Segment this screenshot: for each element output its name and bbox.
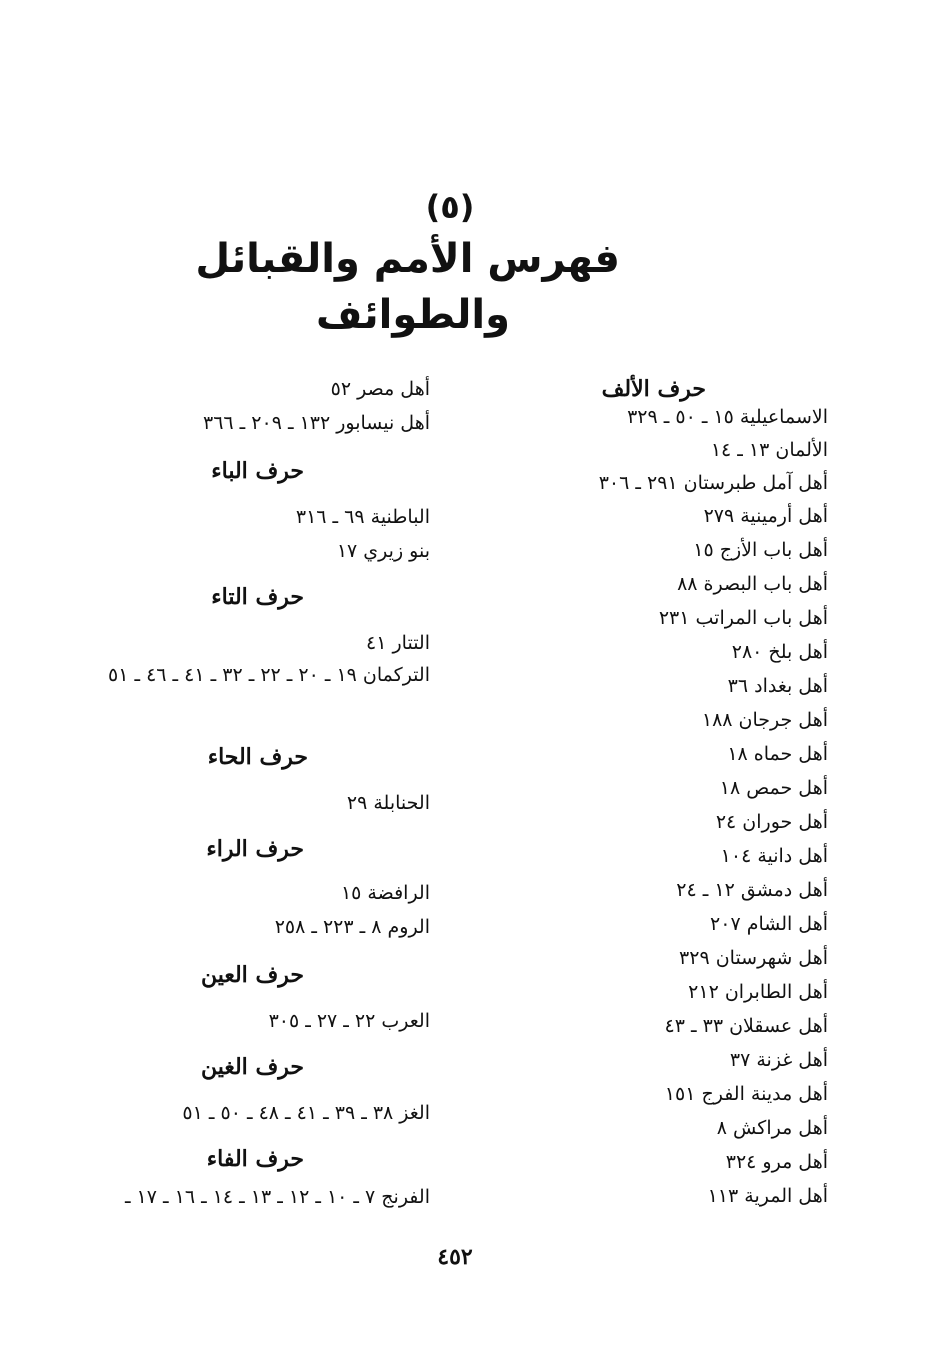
index-entry: أهل حوران ٢٤ <box>715 811 828 833</box>
index-entry: أهل عسقلان ٣٣ ـ ٤٣ <box>664 1015 828 1037</box>
index-entry: الروم ٨ ـ ٢٢٣ ـ ٢٥٨ <box>274 916 430 938</box>
letter-heading-ba: حرف الباء <box>211 458 304 484</box>
index-entry: الرافضة ١٥ <box>340 882 430 904</box>
letter-heading-ha: حرف الحاء <box>207 744 308 770</box>
index-entry: الفرنج ٧ ـ ١٠ ـ ١٢ ـ ١٣ ـ ١٤ ـ ١٦ ـ ١٧ ـ <box>124 1186 430 1208</box>
index-entry: أهل أرمينية ٢٧٩ <box>703 505 828 527</box>
page-number: ٤٥٢ <box>437 1244 473 1270</box>
index-entry: أهل بغداد ٣٦ <box>727 675 828 697</box>
index-entry: أهل باب البصرة ٨٨ <box>677 573 828 595</box>
index-entry: أهل المرية ١١٣ <box>707 1185 828 1207</box>
index-entry: أهل بلخ ٢٨٠ <box>731 641 828 663</box>
index-entry: بنو زيري ١٧ <box>336 540 430 562</box>
index-entry: العرب ٢٢ ـ ٢٧ ـ ٣٠٥ <box>268 1010 430 1032</box>
index-entry: أهل آمل طبرستان ٢٩١ ـ ٣٠٦ <box>598 472 828 494</box>
index-entry: أهل نيسابور ١٣٢ ـ ٢٠٩ ـ ٣٦٦ <box>203 412 430 434</box>
index-entry: أهل حمص ١٨ <box>719 777 828 799</box>
letter-heading-alif: حرف الألف <box>601 376 706 402</box>
letter-heading-fa: حرف الفاء <box>206 1146 304 1172</box>
index-entry: أهل مراكش ٨ <box>716 1117 828 1139</box>
index-entry: التركمان ١٩ ـ ٢٠ ـ ٢٢ ـ ٣٢ ـ ٤١ ـ ٤٦ ـ ٥١ <box>108 664 430 686</box>
index-entry: الحنابلة ٢٩ <box>346 792 430 814</box>
index-entry: أهل دانية ١٠٤ <box>720 845 828 867</box>
letter-heading-ghain: حرف الغين <box>200 1054 304 1080</box>
section-number: (٥) <box>425 188 475 226</box>
index-entry: الغز ٣٨ ـ ٣٩ ـ ٤١ ـ ٤٨ ـ ٥٠ ـ ٥١ <box>182 1102 430 1124</box>
index-entry: أهل باب المراتب ٢٣١ <box>658 607 828 629</box>
index-title: فهرس الأمم والقبائل <box>195 236 620 282</box>
index-entry: أهل غزنة ٣٧ <box>729 1049 828 1071</box>
index-entry: أهل مرو ٣٢٤ <box>725 1151 828 1173</box>
index-entry: التتار ٤١ <box>366 632 430 654</box>
letter-heading-ain: حرف العين <box>200 962 304 988</box>
index-entry: أهل مصر ٥٢ <box>330 378 430 400</box>
index-title-continuation: والطوائف <box>315 292 510 338</box>
index-entry: أهل دمشق ١٢ ـ ٢٤ <box>676 879 828 901</box>
index-entry: أهل مدينة الفرج ١٥١ <box>664 1083 828 1105</box>
index-entry: أهل الطابران ٢١٢ <box>688 981 828 1003</box>
index-entry: أهل جرجان ١٨٨ <box>701 709 828 731</box>
index-entry: أهل حماه ١٨ <box>727 743 828 765</box>
letter-heading-ra: حرف الراء <box>206 836 304 862</box>
index-entry: الاسماعيلية ١٥ ـ ٥٠ ـ ٣٢٩ <box>627 406 828 428</box>
index-entry: أهل باب الأزج ١٥ <box>693 539 828 561</box>
index-entry: أهل الشام ٢٠٧ <box>710 913 828 935</box>
index-entry: الباطنية ٦٩ ـ ٣١٦ <box>295 506 430 528</box>
index-entry: الألمان ١٣ ـ ١٤ <box>710 439 828 461</box>
index-entry: أهل شهرستان ٣٢٩ <box>679 947 828 969</box>
letter-heading-ta: حرف التاء <box>211 584 304 610</box>
